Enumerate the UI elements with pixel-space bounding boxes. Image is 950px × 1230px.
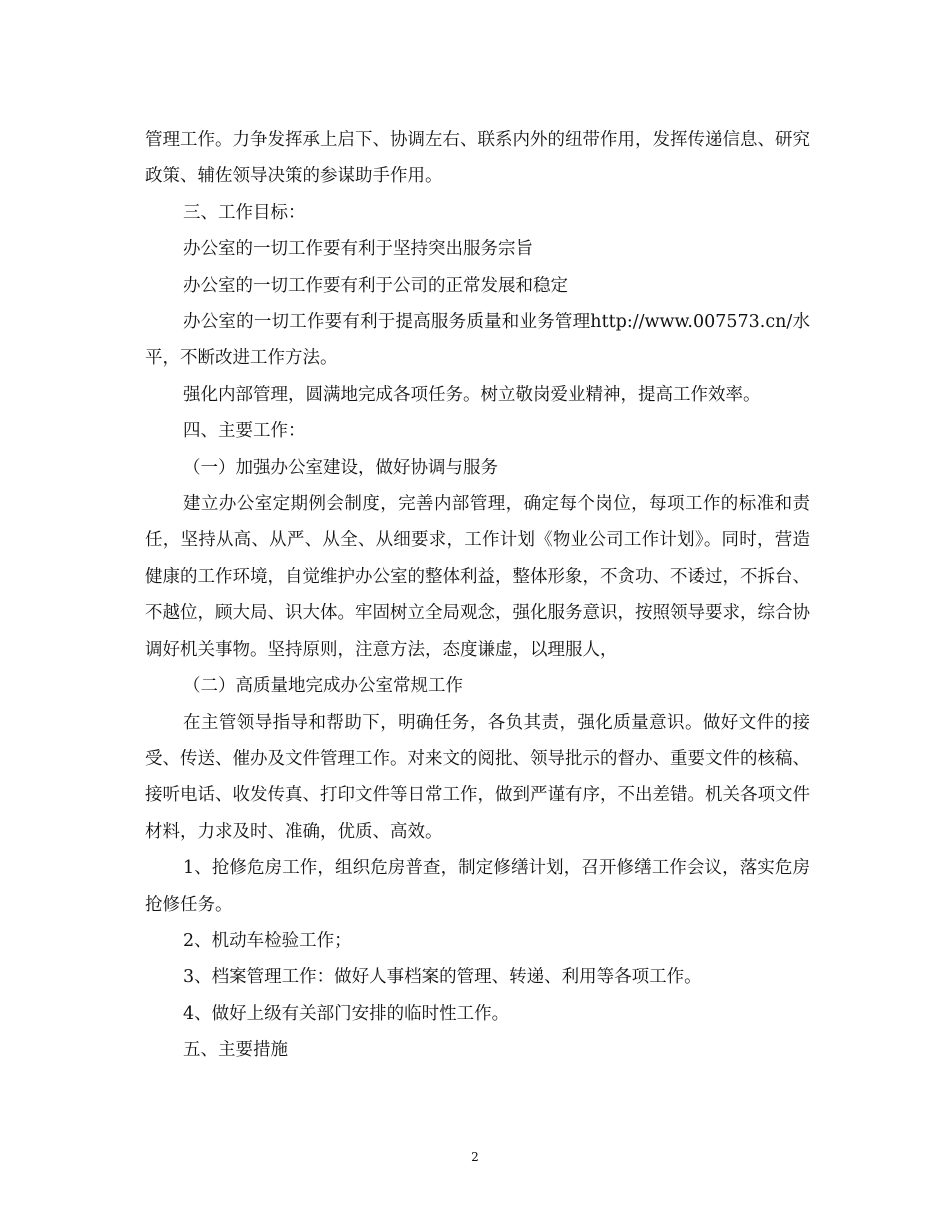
paragraph: 建立办公室定期例会制度，完善内部管理，确定每个岗位，每项工作的标准和责任，坚持从高、从严、从全、从细要求，工作计划《物业公司工作计划》。同时，营造健康的工作环境，自觉维护办公室的整体利益，整体形象，不贪功、不诿过，不拆台、不越位，顾大局、识大体。牢固树立全局观念，强化服务意识，按照领导要求，综合协调好机关事物。坚持原则，注意方法，态度谦虚，以理服人， xyxy=(145,494,810,660)
list-item: 2、机动车检验工作； xyxy=(183,930,352,951)
section-heading: 四、主要工作： xyxy=(183,421,306,442)
section-heading: 五、主要措施 xyxy=(183,1040,288,1061)
list-item: 3、档案管理工作：做好人事档案的管理、转递、利用等各项工作。 xyxy=(183,967,702,988)
document-body xyxy=(145,122,810,1069)
page-number: 2 xyxy=(471,1150,479,1164)
list-item: 1、抢修危房工作，组织危房普查，制定修缮计划，召开修缮工作会议，落实危房抢修任务。 xyxy=(145,858,810,915)
paragraph: 办公室的一切工作要有利于提高服务质量和业务管理http://www.007573.cn/水平，不断改进工作方法。 xyxy=(145,312,810,369)
paragraph: 办公室的一切工作要有利于坚持突出服务宗旨 xyxy=(183,239,533,260)
subsection-heading: （二）高质量地完成办公室常规工作 xyxy=(183,676,463,697)
paragraph: 在主管领导指导和帮助下，明确任务，各负其责，强化质量意识。做好文件的接受、传送、催办及文件管理工作。对来文的阅批、领导批示的督办、重要文件的核稿、接听电话、收发传真、打印文件等日常工作，做到严谨有序，不出差错。机关各项文件材料，力求及时、准确，优质、高效。 xyxy=(145,712,810,842)
list-item: 4、做好上级有关部门安排的临时性工作。 xyxy=(183,1003,510,1024)
paragraph: 强化内部管理，圆满地完成各项任务。树立敬岗爱业精神，提高工作效率。 xyxy=(183,384,761,405)
paragraph: 办公室的一切工作要有利于公司的正常发展和稳定 xyxy=(183,275,568,296)
subsection-heading: （一）加强办公室建设，做好协调与服务 xyxy=(183,457,498,478)
paragraph: 管理工作。力争发挥承上启下、协调左右、联系内外的纽带作用，发挥传递信息、研究政策、辅佐领导决策的参谋助手作用。 xyxy=(145,130,810,187)
section-heading: 三、工作目标： xyxy=(183,202,306,223)
